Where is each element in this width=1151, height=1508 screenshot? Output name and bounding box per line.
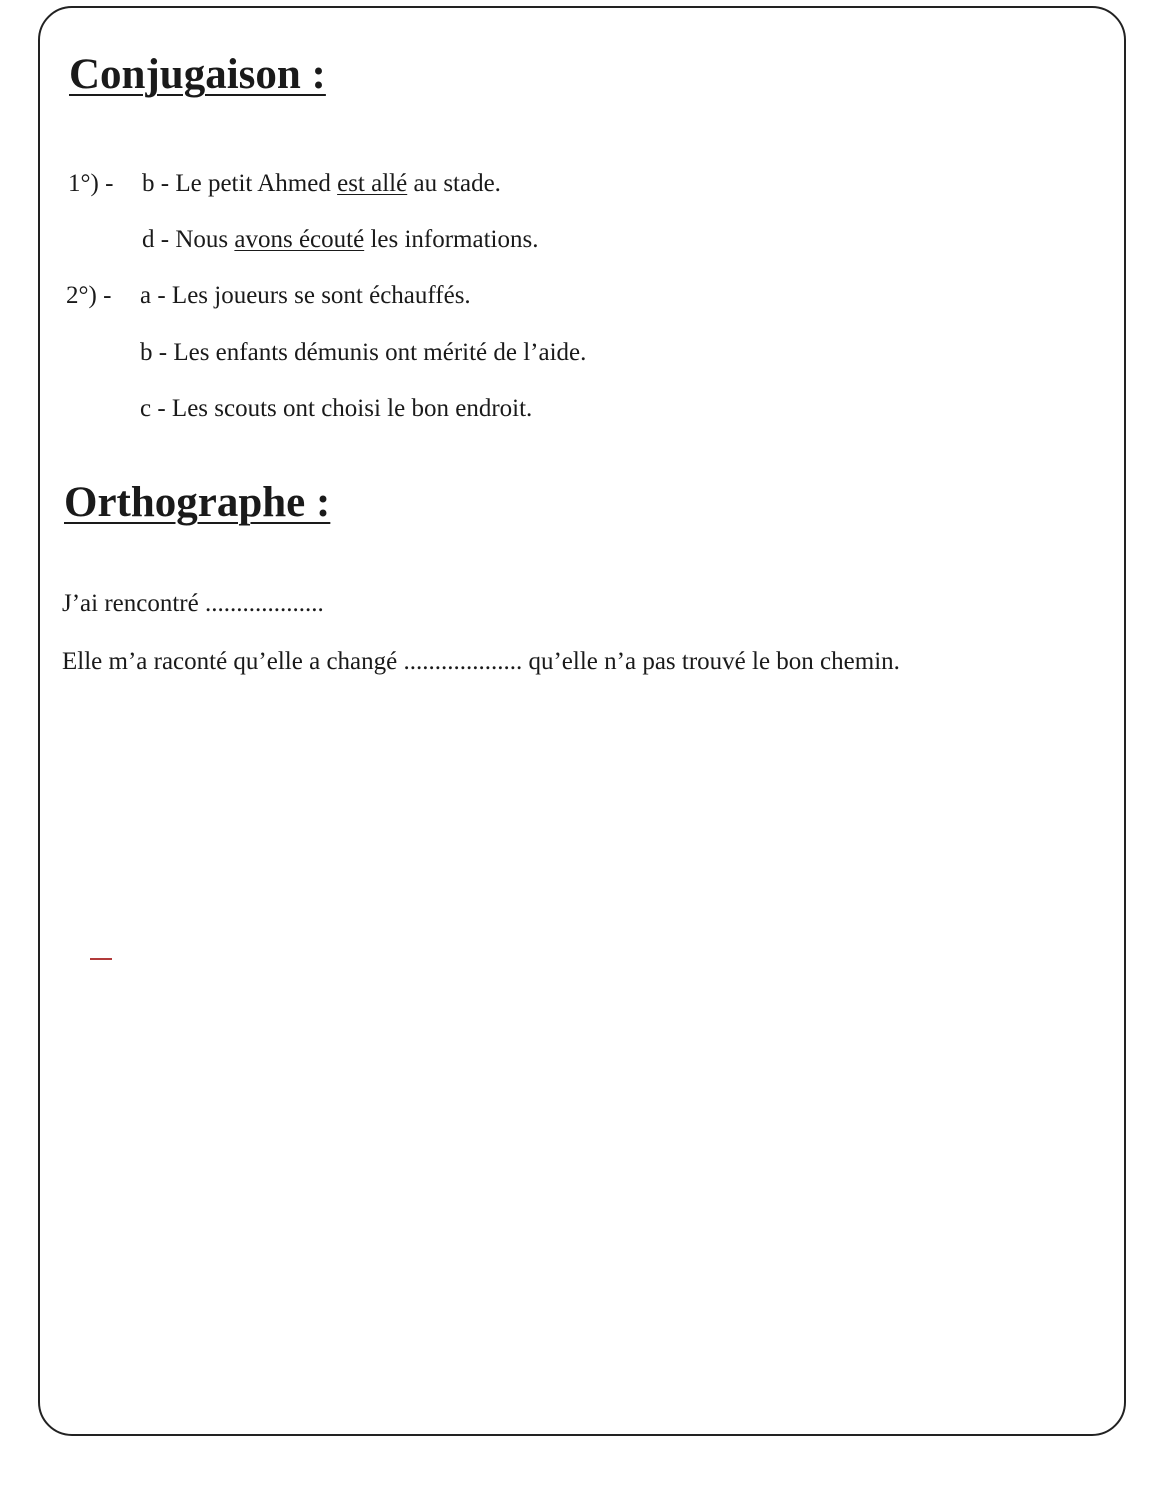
fill-in-blank: ...................	[403, 648, 523, 675]
answer-text-after: au stade.	[407, 170, 501, 197]
sentence-start: Elle m’a raconté qu’elle a changé	[62, 648, 404, 675]
question-2-number: 2°) -	[66, 282, 112, 309]
orthographe-heading: Orthographe :	[64, 479, 331, 526]
answer-1d	[142, 226, 538, 254]
answer-1b	[142, 170, 501, 198]
answer-letter: b -	[142, 170, 176, 197]
fill-in-blank: ...................	[204, 590, 324, 617]
answer-underlined-verb: est allé	[337, 170, 408, 197]
answer-text-after: les informations.	[364, 226, 539, 253]
question-1-number: 1°) -	[68, 170, 114, 197]
answer-2b: b - Les enfants démunis ont mérité de l’aide.	[140, 339, 587, 366]
scan-mark	[90, 958, 112, 960]
answer-2c: c - Les scouts ont choisi le bon endroit.	[140, 395, 533, 422]
answer-underlined-verb: avons écouté	[234, 226, 365, 253]
orthographe-line-1	[62, 590, 324, 618]
answer-2a: a - Les joueurs se sont échauffés.	[140, 282, 471, 309]
answer-letter: d -	[142, 226, 176, 253]
answer-text-before: Nous	[175, 226, 235, 253]
sentence-start: J’ai rencontré	[62, 590, 205, 617]
orthographe-line-2	[62, 648, 900, 676]
sentence-end: qu’elle n’a pas trouvé le bon chemin.	[522, 648, 900, 675]
page-border	[38, 6, 1126, 1436]
answer-text-before: Le petit Ahmed	[175, 170, 338, 197]
conjugaison-heading: Conjugaison :	[69, 51, 326, 98]
